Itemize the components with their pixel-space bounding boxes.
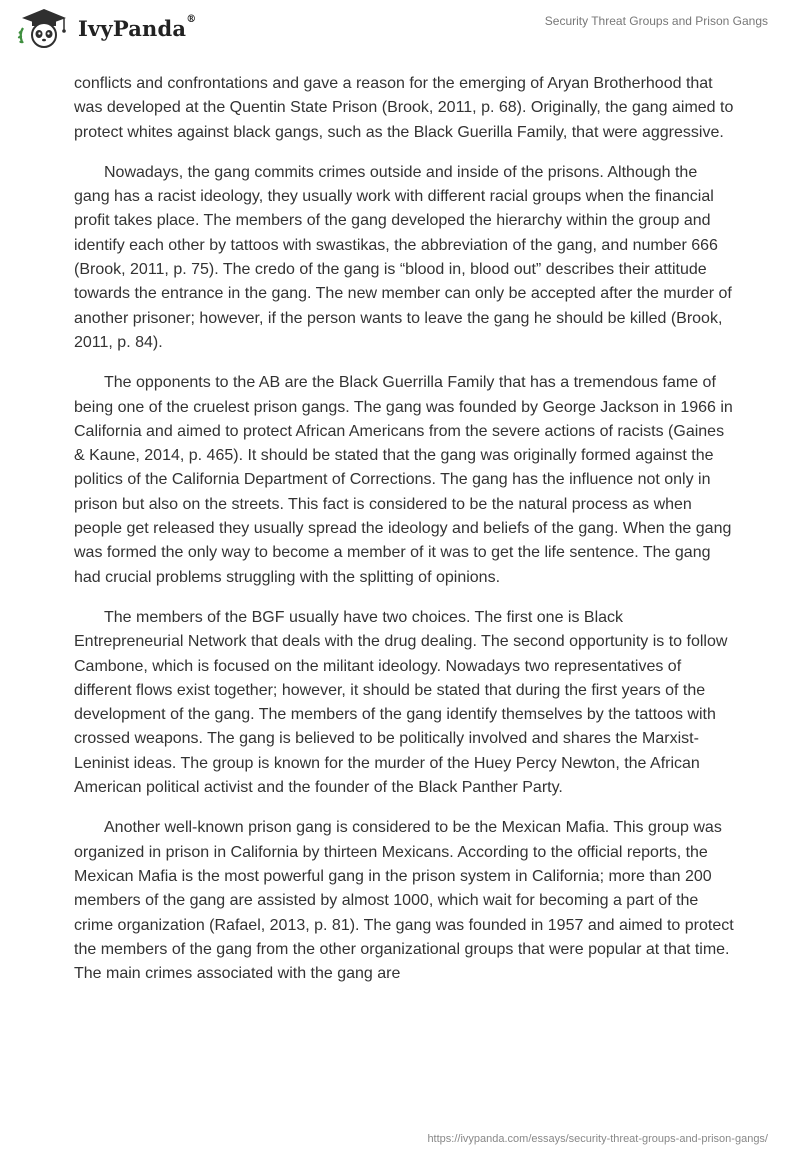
panda-graduation-icon <box>14 6 72 50</box>
document-title: Security Threat Groups and Prison Gangs <box>544 14 768 28</box>
paragraph: Another well-known prison gang is considered to be the Mexican Mafia. This group was organized in prison in California by thirteen Mexicans. According to the official reports, the Mexican Mafia is the most powerful gang in the prison system in California; more than 200 members of the gang are assisted by almost 1000, which wait for becoming a part of the crime organization (Rafael, 2013, p. 81). The gang was founded in 1957 and aimed to protect the members of the gang from the other organizational groups that were popular at that time. The main crimes associated with the gang are <box>74 819 734 983</box>
logo-wordmark: IvyPanda® <box>78 13 197 41</box>
paragraph: Nowadays, the gang commits crimes outside and inside of the prisons. Although the gang has a racist ideology, they usually work with different racial groups when the financial profit takes place. The members of the gang developed the hierarchy within the group and identify each other by tattoos with swastikas, the abbreviation of the gang, and number 666 (Brook, 2011, p. 75). The credo of the gang is “blood in, blood out” describes their attitude towards the entrance in the gang. The new member can only be accepted after the murder of another prisoner; however, if the person wants to leave the gang he should be killed (Brook, 2011, p. 84). <box>74 163 732 351</box>
paragraph: The members of the BGF usually have two choices. The first one is Black Entrepreneurial Network that deals with the drug dealing. The second opportunity is to follow Cambone, which is focused on the militant ideology. Nowadays two representatives of different flows exist together; however, it should be stated that during the first years of the development of the gang. The members of the gang identify themselves by the tattoos with crossed weapons. The gang is believed to be politically involved and shares the Marxist-Leninist ideas. The group is known for the murder of the Huey Percy Newton, the African American political activist and the founder of the Black Panther Party. <box>74 608 728 797</box>
ivypanda-logo[interactable] <box>14 6 196 50</box>
source-url-link[interactable]: https://ivypanda.com/essays/security-threat-groups-and-prison-gangs/ <box>427 1133 768 1145</box>
paragraph: conflicts and confrontations and gave a reason for the emerging of Aryan Brotherhood that was developed at the Quentin State Prison (Brook, 2011, p. 68). Originally, the gang aimed to protect whites against black gangs, such as the Black Guerilla Family, that were aggressive. <box>74 75 734 141</box>
page-header <box>0 0 800 60</box>
paragraph: The opponents to the AB are the Black Guerrilla Family that has a tremendous fame of being one of the cruelest prison gangs. The gang was founded by George Jackson in 1966 in California and aimed to protect African Americans from the severe actions of racists (Gaines & Kaune, 2014, p. 465). It should be stated that the gang was originally formed against the politics of the California Department of Corrections. The gang has the influence not only in prison but also on the streets. This fact is considered to be the natural process as when people get released they usually spread the ideology and beliefs of the gang. When the gang was formed the only way to become a member of it was to get the life sentence. The gang had crucial problems struggling with the splitting of opinions. <box>74 374 733 586</box>
essay-body <box>74 72 734 1002</box>
